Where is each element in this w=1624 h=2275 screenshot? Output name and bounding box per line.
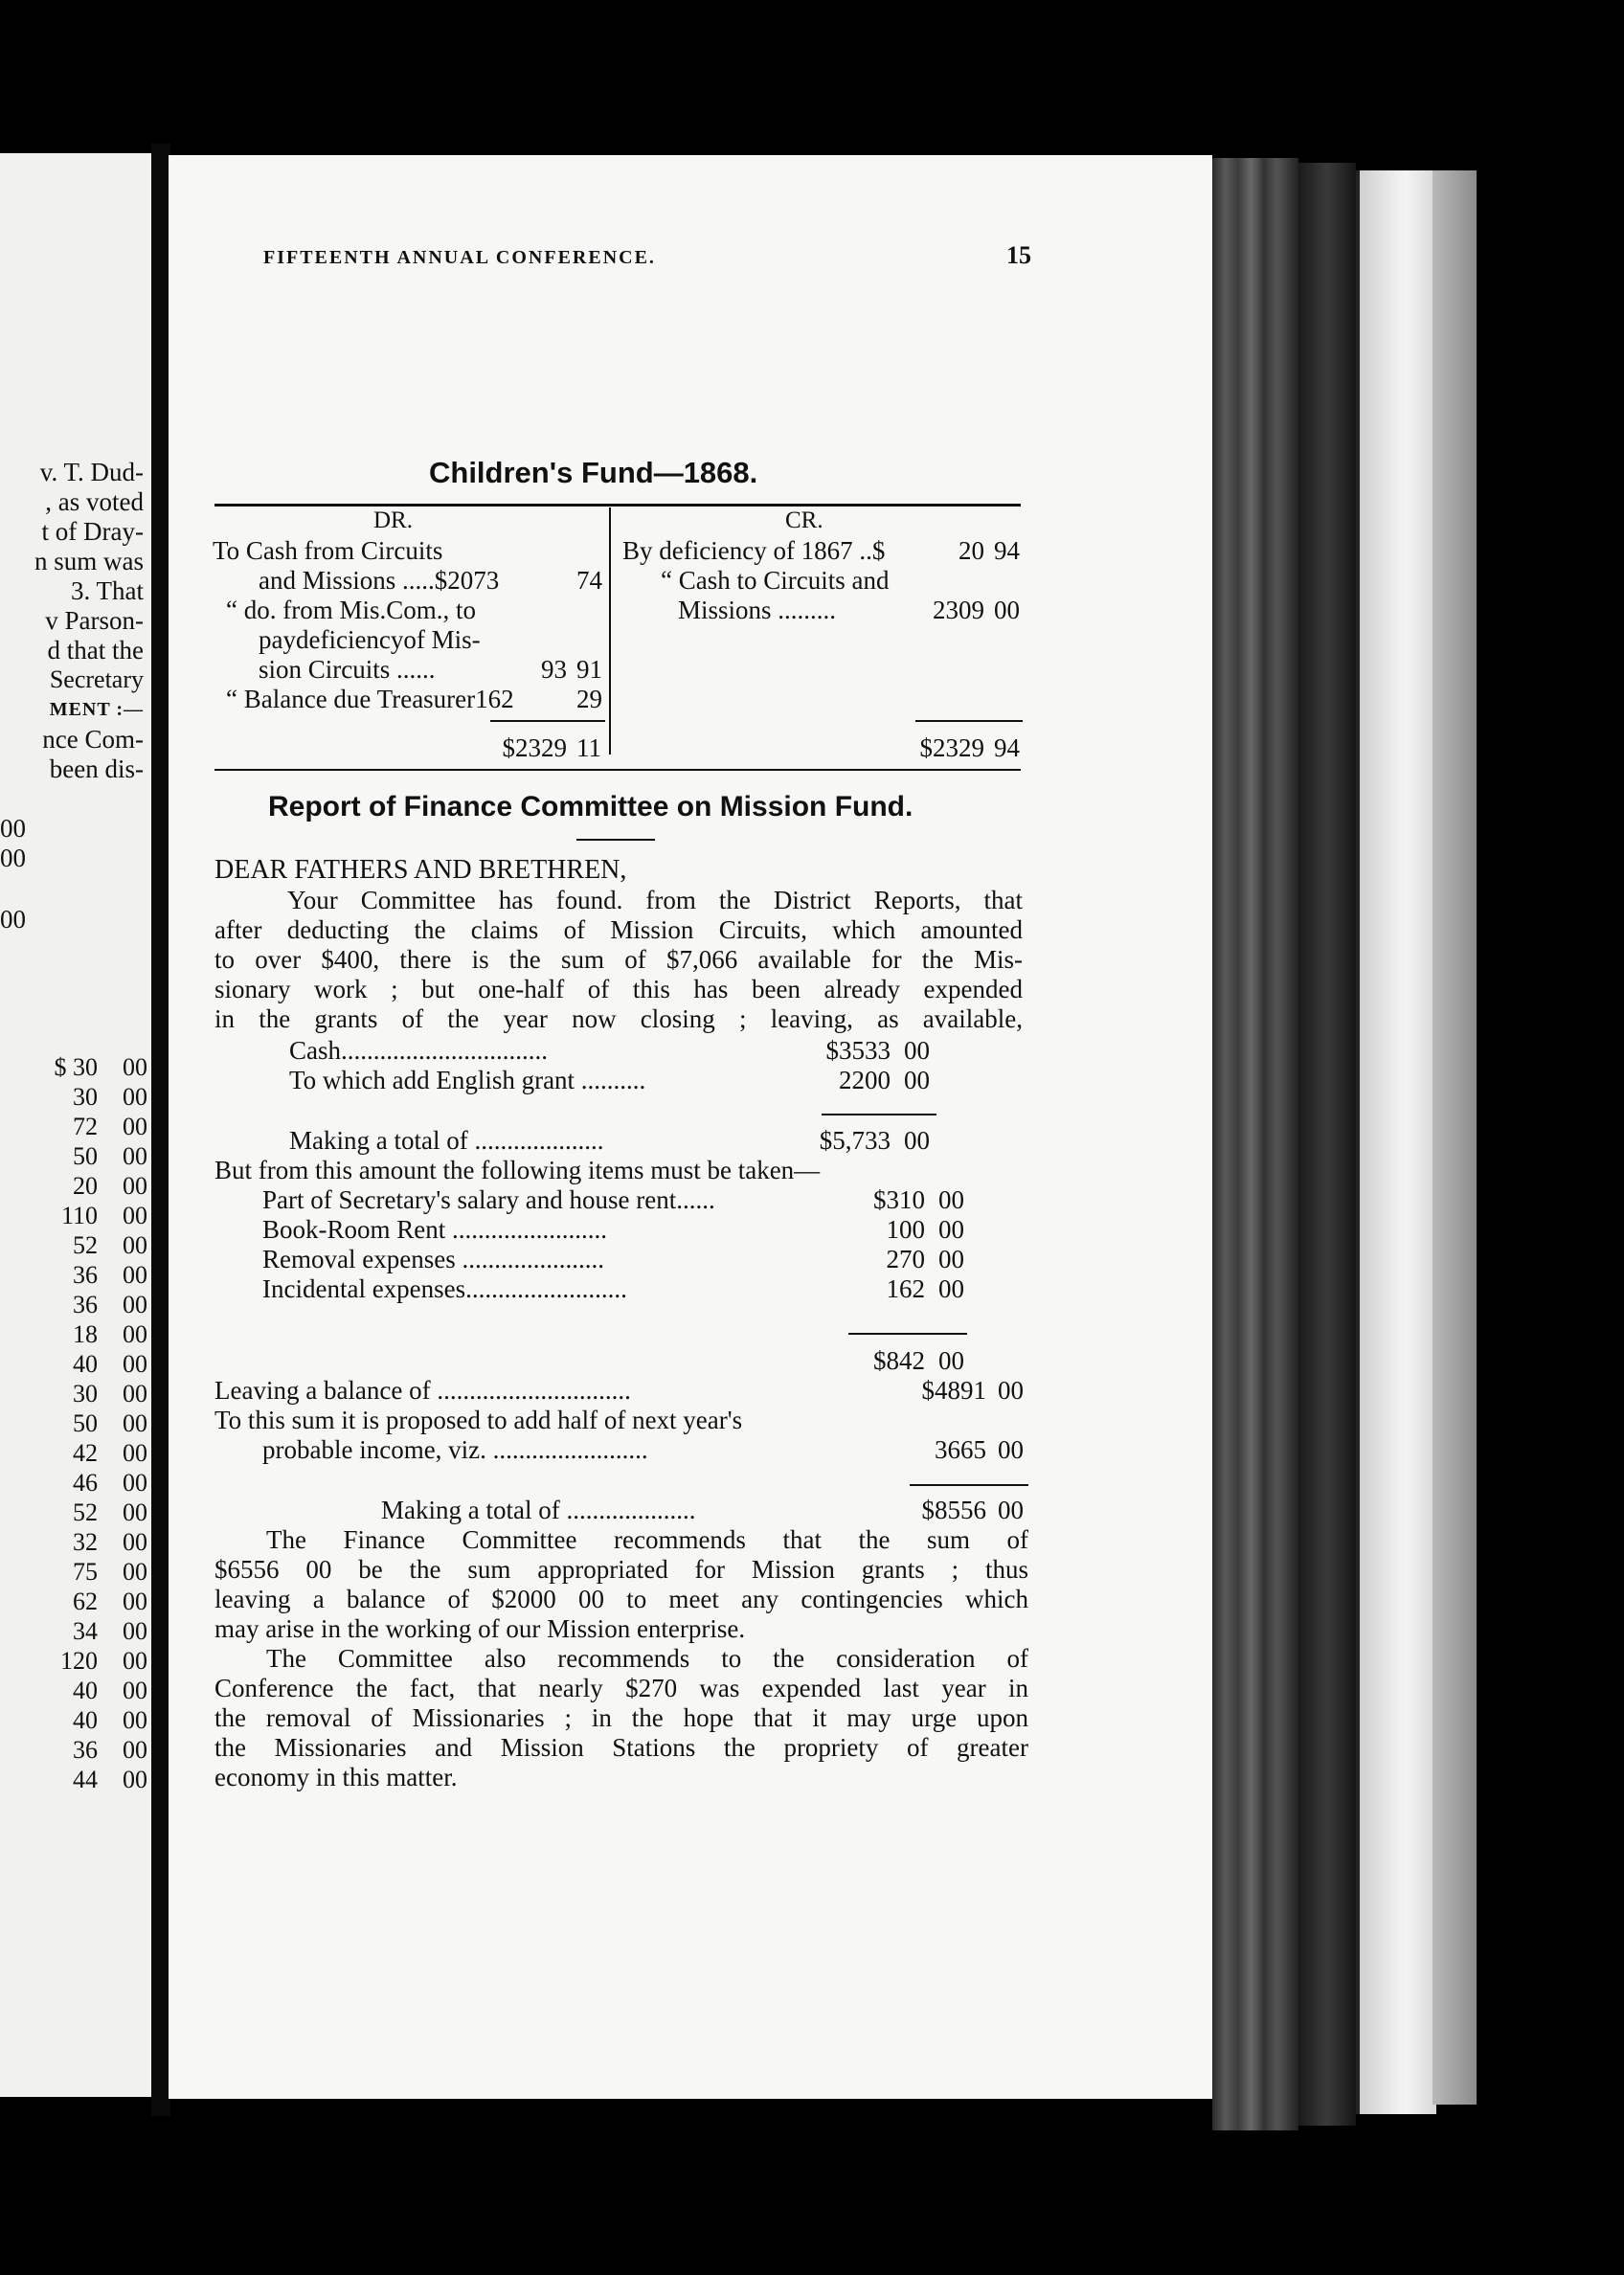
childrens-fund-title: Children's Fund—1868. (429, 456, 758, 489)
cr-total-dollars: $2329 (919, 733, 984, 762)
left-amount-cents: 00 (123, 1231, 147, 1259)
paragraph-line: the removal of Missionaries ; in the hope that it may urge upon (214, 1703, 1028, 1732)
expense-cents: 00 (938, 1274, 964, 1303)
expense-dollars: 270 (886, 1245, 925, 1273)
left-amount-dollars: 40 (73, 1677, 98, 1704)
left-amount-cents: 00 (123, 1498, 147, 1526)
left-amount-cents: 00 (123, 1706, 147, 1734)
dr-line-cents: 29 (576, 685, 602, 713)
left-partial-amount: 00 (0, 844, 26, 872)
paragraph-line: the Missionaries and Mission Stations the propriety of greater (214, 1733, 1028, 1762)
total1-cents: 00 (904, 1126, 930, 1155)
report-title: Report of Finance Committee on Mission Fund. (268, 791, 914, 822)
english-grant-cents: 00 (904, 1066, 930, 1094)
items-total-dollars: $842 (873, 1346, 925, 1375)
items-total-cents: 00 (938, 1346, 964, 1375)
left-amount-dollars: 18 (73, 1320, 98, 1348)
left-amount-cents: 00 (123, 1439, 147, 1467)
left-text-line: MENT :— (49, 699, 144, 720)
items-rule (848, 1333, 967, 1335)
running-head (263, 241, 1039, 270)
left-amount-dollars: 30 (73, 1083, 98, 1111)
dr-header: DR. (373, 507, 413, 533)
left-partial-amount: 00 (0, 905, 26, 934)
cr-line-cents: 94 (994, 536, 1020, 565)
paragraph-line: The Committee also recommends to the consideration of (266, 1644, 1028, 1673)
table-bottom-rule (214, 769, 1021, 771)
left-amount-dollars: 62 (73, 1588, 98, 1615)
left-amount-dollars: 34 (73, 1617, 98, 1645)
left-amount-dollars: 46 (73, 1469, 98, 1497)
left-amount-dollars: 36 (73, 1261, 98, 1289)
left-amount-cents: 00 (123, 1261, 147, 1289)
left-text-line: d that the (47, 636, 144, 664)
salutation: DEAR FATHERS AND BRETHREN, (214, 855, 627, 885)
left-amount-dollars: 32 (73, 1528, 98, 1556)
dr-total-dollars: $2329 (502, 733, 567, 762)
left-amount-dollars: 30 (73, 1380, 98, 1408)
probable-cents: 00 (998, 1435, 1024, 1464)
table-top-rule (214, 504, 1021, 507)
total1-label: Making a total of .................... (289, 1126, 604, 1155)
page-edges (1212, 158, 1298, 2130)
left-amount-dollars: 75 (73, 1558, 98, 1586)
book-gutter (151, 144, 170, 2116)
sum-rule (822, 1114, 936, 1115)
total2-rule (910, 1484, 1028, 1486)
left-amount-cents: 00 (123, 1142, 147, 1170)
dr-line-text: “ do. from Mis.Com., to (226, 596, 476, 624)
total1-dollars: $5,733 (819, 1126, 891, 1155)
book-cover-board (1432, 170, 1477, 2105)
paragraph-line: Your Committee has found. from the District Reports, that (287, 886, 1023, 914)
paragraph-line: leaving a balance of $2000 00 to meet any contingencies which (214, 1585, 1028, 1613)
left-amount-dollars: 52 (73, 1498, 98, 1526)
left-amount-cents: 00 (123, 1528, 147, 1556)
left-amount-cents: 00 (123, 1083, 147, 1111)
balance-dollars: $4891 (921, 1376, 986, 1405)
expense-dollars: $310 (873, 1185, 925, 1214)
left-amount-dollars: 42 (73, 1439, 98, 1467)
expense-label: Removal expenses ...................... (262, 1245, 604, 1273)
total2-label: Making a total of .................... (381, 1496, 696, 1524)
left-amount-cents: 00 (123, 1172, 147, 1200)
left-facing-page (0, 153, 151, 2097)
left-amount-dollars: 110 (60, 1202, 98, 1229)
dr-line-cents: 91 (576, 655, 602, 684)
left-amount-dollars: 36 (73, 1291, 98, 1318)
expense-label: Part of Secretary's salary and house rent...... (262, 1185, 715, 1214)
table-center-divider (609, 507, 611, 755)
left-partial-amount: 00 (0, 814, 26, 843)
left-amount-cents: 00 (123, 1113, 147, 1140)
cash-dollars: $3533 (825, 1036, 891, 1065)
dr-line-dollars: 93 (541, 655, 567, 684)
balance-cents: 00 (998, 1376, 1024, 1405)
expense-label: Incidental expenses......................... (262, 1274, 627, 1303)
left-amount-cents: 00 (123, 1053, 147, 1081)
expense-label: Book-Room Rent ........................ (262, 1215, 608, 1244)
paragraph-line: $6556 00 be the sum appropriated for Mission grants ; thus (214, 1555, 1028, 1584)
dr-total-rule (490, 720, 605, 722)
left-amount-cents: 00 (123, 1736, 147, 1764)
left-text-line: t of Dray- (41, 517, 144, 546)
paragraph-line: in the grants of the year now closing ; leaving, as available, (214, 1004, 1023, 1033)
probable-label: probable income, viz. ........................ (262, 1435, 648, 1464)
paragraph-line: may arise in the working of our Mission enterprise. (214, 1614, 746, 1643)
but-line: But from this amount the following items must be taken— (214, 1156, 821, 1184)
english-grant-label: To which add English grant .......... (289, 1066, 646, 1094)
cr-line-text: By deficiency of 1867 ..$ (622, 536, 886, 565)
cr-line-cents: 00 (994, 596, 1020, 624)
paragraph-line: to over $400, there is the sum of $7,066 available for the Mis- (214, 945, 1023, 974)
paragraph-line: sionary work ; but one-half of this has been already expended (214, 975, 1023, 1003)
left-text-line: been dis- (49, 755, 144, 783)
left-amount-dollars: 36 (73, 1736, 98, 1764)
running-head-title: FIFTEENTH ANNUAL CONFERENCE. (263, 247, 656, 268)
expense-cents: 00 (938, 1245, 964, 1273)
cash-cents: 00 (904, 1036, 930, 1065)
left-amount-dollars: 40 (73, 1350, 98, 1378)
expense-cents: 00 (938, 1215, 964, 1244)
left-amount-dollars: 72 (73, 1113, 98, 1140)
left-amount-cents: 00 (123, 1617, 147, 1645)
left-amount-cents: 00 (123, 1647, 147, 1675)
cr-line-dollars: 2309 (933, 596, 984, 624)
left-amount-cents: 00 (123, 1350, 147, 1378)
left-amount-cents: 00 (123, 1766, 147, 1793)
left-amount-dollars: 20 (73, 1172, 98, 1200)
expense-dollars: 162 (886, 1274, 925, 1303)
cr-line-text: “ Cash to Circuits and (661, 566, 890, 595)
book-cover-edge (1356, 170, 1436, 2114)
left-amount-cents: 00 (123, 1380, 147, 1408)
page-edges-shadow (1298, 163, 1356, 2126)
paragraph-line: economy in this matter. (214, 1763, 458, 1791)
left-amount-cents: 00 (123, 1588, 147, 1615)
left-amount-cents: 00 (123, 1409, 147, 1437)
left-amount-cents: 00 (123, 1202, 147, 1229)
left-amount-dollars: 50 (73, 1409, 98, 1437)
left-text-line: v. T. Dud- (39, 458, 144, 486)
paragraph-line: Conference the fact, that nearly $270 was expended last year in (214, 1674, 1028, 1702)
balance-label: Leaving a balance of .............................. (214, 1376, 631, 1405)
dr-line-text: “ Balance due Treasurer162 (226, 685, 514, 713)
add-line: To this sum it is proposed to add half of next year's (214, 1406, 743, 1434)
cr-total-cents: 94 (994, 733, 1020, 762)
expense-cents: 00 (938, 1185, 964, 1214)
page-number: 15 (1006, 241, 1031, 269)
dr-line-text: and Missions .....$2073 (259, 566, 500, 595)
left-amount-dollars: 44 (73, 1766, 98, 1793)
title-rule (576, 839, 655, 841)
left-amount-cents: 00 (123, 1291, 147, 1318)
total2-cents: 00 (998, 1496, 1024, 1524)
left-text-line: v Parson- (45, 606, 144, 635)
left-amount-cents: 00 (123, 1558, 147, 1586)
dr-line-cents: 74 (576, 566, 602, 595)
left-text-line: Secretary (49, 665, 144, 693)
dr-line-text: sion Circuits ...... (259, 655, 436, 684)
dr-line-text: To Cash from Circuits (213, 536, 443, 565)
left-text-line: , as voted (45, 487, 144, 516)
left-amount-dollars: 40 (73, 1706, 98, 1734)
paragraph-line: after deducting the claims of Mission Circuits, which amounted (214, 915, 1023, 944)
left-text-line: nce Com- (42, 725, 144, 754)
cr-header: CR. (785, 507, 823, 533)
cr-line-text: Missions ......... (678, 596, 837, 624)
left-amount-dollars: 50 (73, 1142, 98, 1170)
english-grant-dollars: 2200 (839, 1066, 891, 1094)
dr-line-text: paydeficiencyof Mis- (259, 625, 481, 654)
total2-dollars: $8556 (921, 1496, 986, 1524)
cr-total-rule (915, 720, 1023, 722)
paragraph-line: The Finance Committee recommends that the sum of (266, 1525, 1028, 1554)
left-text-line: n sum was (34, 547, 144, 575)
expense-dollars: 100 (886, 1215, 925, 1244)
left-text-line: 3. That (71, 576, 144, 605)
cash-label: Cash................................ (289, 1036, 548, 1065)
left-amount-cents: 00 (123, 1469, 147, 1497)
left-amount-dollars: 52 (73, 1231, 98, 1259)
probable-dollars: 3665 (935, 1435, 986, 1464)
dr-total-cents: 11 (576, 733, 601, 762)
left-amount-cents: 00 (123, 1320, 147, 1348)
left-amount-dollars: 120 (60, 1647, 98, 1675)
cr-line-dollars: 20 (959, 536, 984, 565)
left-amount-dollars: $ 30 (54, 1053, 98, 1081)
left-amount-cents: 00 (123, 1677, 147, 1704)
